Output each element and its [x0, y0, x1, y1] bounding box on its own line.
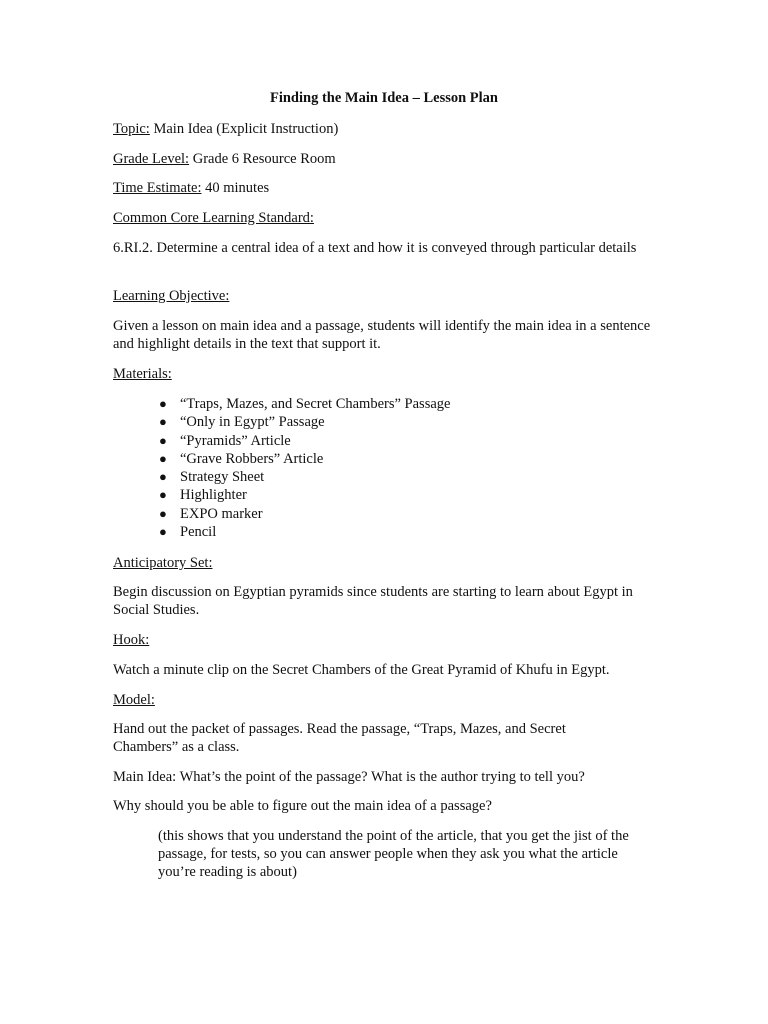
- standard-label: Common Core Learning Standard:: [113, 210, 314, 226]
- hook-label: Hook:: [113, 632, 150, 648]
- bullet-icon: ●: [159, 450, 167, 466]
- list-item: [113, 432, 613, 450]
- material-label: “Only in Egypt” Passage: [180, 414, 325, 431]
- list-item: [113, 468, 613, 486]
- objective-heading: [113, 287, 658, 305]
- bullet-icon: ●: [159, 432, 167, 448]
- grade-label: Grade Level:: [113, 151, 190, 167]
- objective-text: Given a lesson on main idea and a passage, students will identify the main idea in a sentence and highlight details in the text that support it.: [113, 318, 651, 352]
- topic-value: Main Idea (Explicit Instruction): [149, 121, 339, 137]
- anticipatory-label: Anticipatory Set:: [113, 555, 213, 571]
- material-label: Strategy Sheet: [180, 469, 265, 486]
- main-idea-text: Main Idea: What’s the point of the passage? What is the author trying to tell you?: [113, 769, 585, 785]
- time-line: [113, 179, 658, 197]
- standard-heading: [113, 209, 658, 227]
- topic-label: Topic:: [113, 121, 150, 137]
- bullet-icon: ●: [159, 396, 167, 411]
- list-item: [113, 486, 613, 504]
- bullet-icon: ●: [159, 469, 167, 485]
- material-label: “Pyramids” Article: [180, 432, 291, 449]
- bullet-icon: ●: [159, 414, 167, 430]
- objective-label: Learning Objective:: [113, 288, 230, 304]
- model-heading: [113, 691, 658, 709]
- list-item: [113, 395, 613, 413]
- bullet-icon: ●: [159, 505, 167, 521]
- anticipatory-text: Begin discussion on Egyptian pyramids since students are starting to learn about Egypt in Social Studies.: [113, 584, 633, 618]
- material-label: EXPO marker: [180, 505, 263, 522]
- time-value: 40 minutes: [201, 180, 270, 196]
- why-question: Why should you be able to figure out the main idea of a passage?: [113, 798, 492, 814]
- grade-line: [113, 150, 658, 168]
- list-item: [113, 505, 613, 523]
- model-label: Model:: [113, 692, 155, 708]
- hook-heading: [113, 631, 658, 649]
- model-text: Hand out the packet of passages. Read the passage, “Traps, Mazes, and Secret Chambers” as a class.: [113, 721, 566, 755]
- bullet-icon: ●: [159, 524, 167, 540]
- grade-value: Grade 6 Resource Room: [189, 151, 336, 167]
- materials-list: [113, 395, 613, 541]
- hook-text: Watch a minute clip on the Secret Chambers of the Great Pyramid of Khufu in Egypt.: [113, 662, 610, 678]
- standard-text: 6.RI.2. Determine a central idea of a text and how it is conveyed through particular details: [113, 240, 637, 256]
- material-label: Pencil: [180, 524, 217, 541]
- material-label: “Grave Robbers” Article: [180, 450, 324, 467]
- list-item: [113, 450, 613, 468]
- bullet-icon: ●: [159, 487, 167, 503]
- time-label: Time Estimate:: [113, 180, 202, 196]
- material-label: “Traps, Mazes, and Secret Chambers” Passage: [180, 396, 451, 412]
- topic-line: [113, 120, 658, 138]
- anticipatory-heading: [113, 554, 658, 572]
- materials-heading: [113, 365, 658, 383]
- document-title: Finding the Main Idea – Lesson Plan: [269, 90, 498, 106]
- list-item: [113, 413, 613, 431]
- material-label: Highlighter: [180, 487, 247, 504]
- list-item: [113, 523, 613, 541]
- why-answer: (this shows that you understand the point of the article, that you get the jist of the passage, for tests, so you can answer people when they ask you what the article you’re reading is about): [158, 828, 629, 880]
- materials-label: Materials:: [113, 366, 172, 382]
